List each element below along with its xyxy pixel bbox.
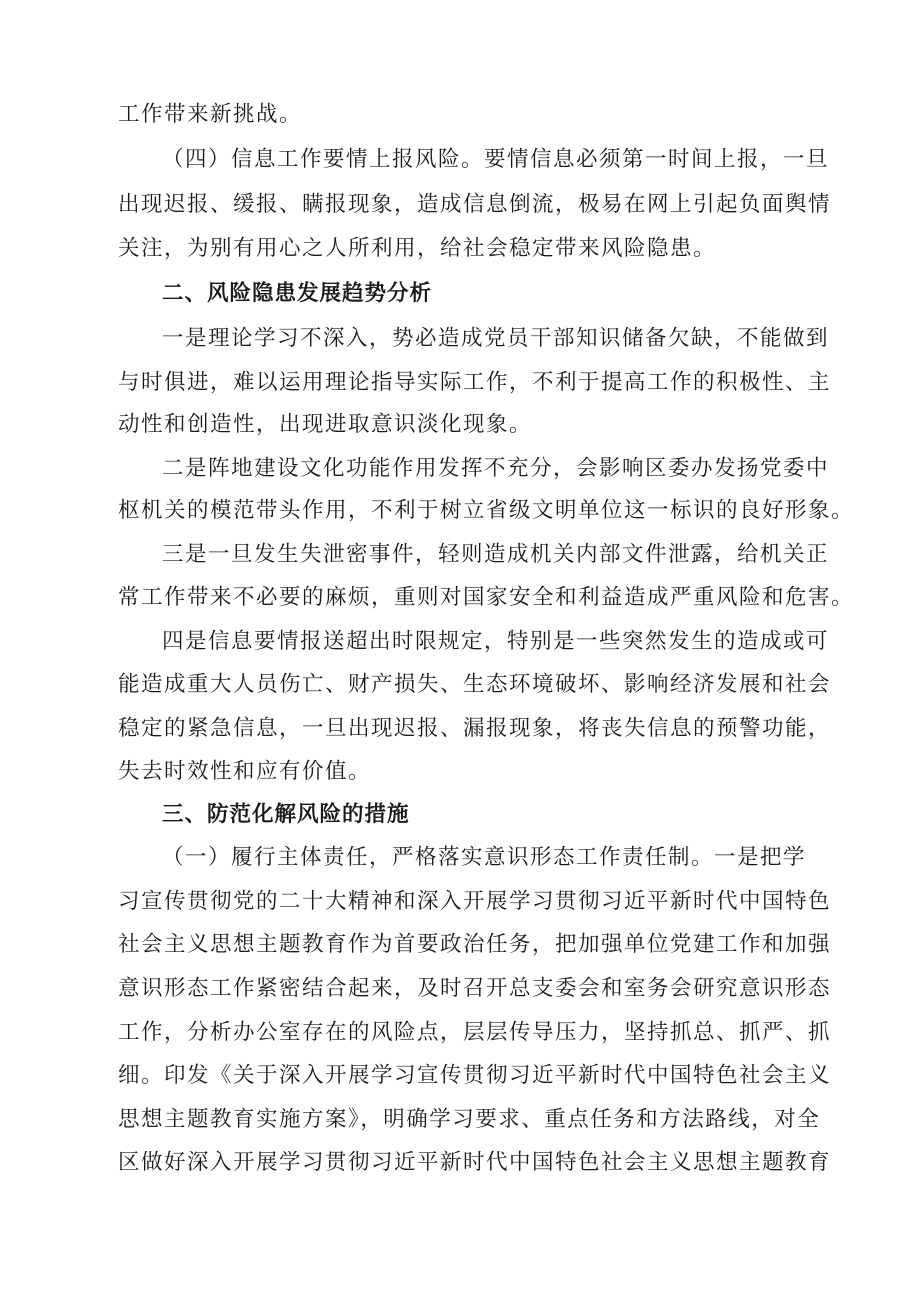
text-line: （四）信息工作要情上报风险。要情信息必须第一时间上报，一旦: [162, 147, 830, 172]
text-line: 工作，分析办公室存在的风险点，层层传导压力，坚持抓总、抓严、抓: [118, 1020, 832, 1045]
text-line: 出现迟报、缓报、瞒报现象，造成信息倒流，极易在网上引起负面舆情: [118, 192, 832, 217]
section-heading: 二、风险隐患发展趋势分析: [162, 281, 433, 306]
text-line: 能造成重大人员伤亡、财产损失、生态环境破坏、影响经济发展和社会: [118, 672, 832, 697]
text-line: 一是理论学习不深入，势必造成党员干部知识储备欠缺，不能做到: [162, 326, 830, 351]
text-line: 意识形态工作紧密结合起来，及时召开总支委会和室务会研究意识形态: [118, 976, 832, 1001]
section-heading: 三、防范化解风险的措施: [162, 802, 410, 827]
text-line: 稳定的紧急信息，一旦出现迟报、漏报现象，将丧失信息的预警功能，: [118, 716, 832, 741]
text-line: 常工作带来不必要的麻烦，重则对国家安全和利益造成严重风险和危害。: [118, 585, 855, 610]
text-line: 失去时效性和应有价值。: [118, 759, 372, 784]
text-line: 思想主题教育实施方案》，明确学习要求、重点任务和方法路线，对全: [118, 1107, 821, 1132]
text-line: 二是阵地建设文化功能作用发挥不充分，会影响区委办发扬党委中: [162, 456, 830, 481]
text-line: 社会主义思想主题教育作为首要政治任务，把加强单位党建工作和加强: [118, 932, 832, 957]
text-line: 与时俱进，难以运用理论指导实际工作，不利于提高工作的积极性、主: [118, 370, 832, 395]
text-line: 区做好深入开展学习贯彻习近平新时代中国特色社会主义思想主题教育: [118, 1150, 832, 1175]
text-line: （一）履行主体责任，严格落实意识形态工作责任制。一是把学: [162, 845, 807, 870]
text-line: 习宣传贯彻党的二十大精神和深入开展学习贯彻习近平新时代中国特色: [118, 889, 832, 914]
text-line: 工作带来新挑战。: [118, 102, 303, 127]
text-line: 细。印发《关于深入开展学习宣传贯彻习近平新时代中国特色社会主义: [118, 1063, 832, 1088]
text-line: 三是一旦发生失泄密事件，轻则造成机关内部文件泄露，给机关正: [162, 542, 830, 567]
text-line: 动性和创造性，出现进取意识淡化现象。: [118, 412, 533, 437]
text-line: 关注，为别有用心之人所利用，给社会稳定带来风险隐患。: [118, 236, 717, 261]
text-line: 四是信息要情报送超出时限规定，特别是一些突然发生的造成或可: [162, 629, 830, 654]
text-line: 枢机关的模范带头作用，不利于树立省级文明单位这一标识的良好形象。: [118, 498, 855, 523]
